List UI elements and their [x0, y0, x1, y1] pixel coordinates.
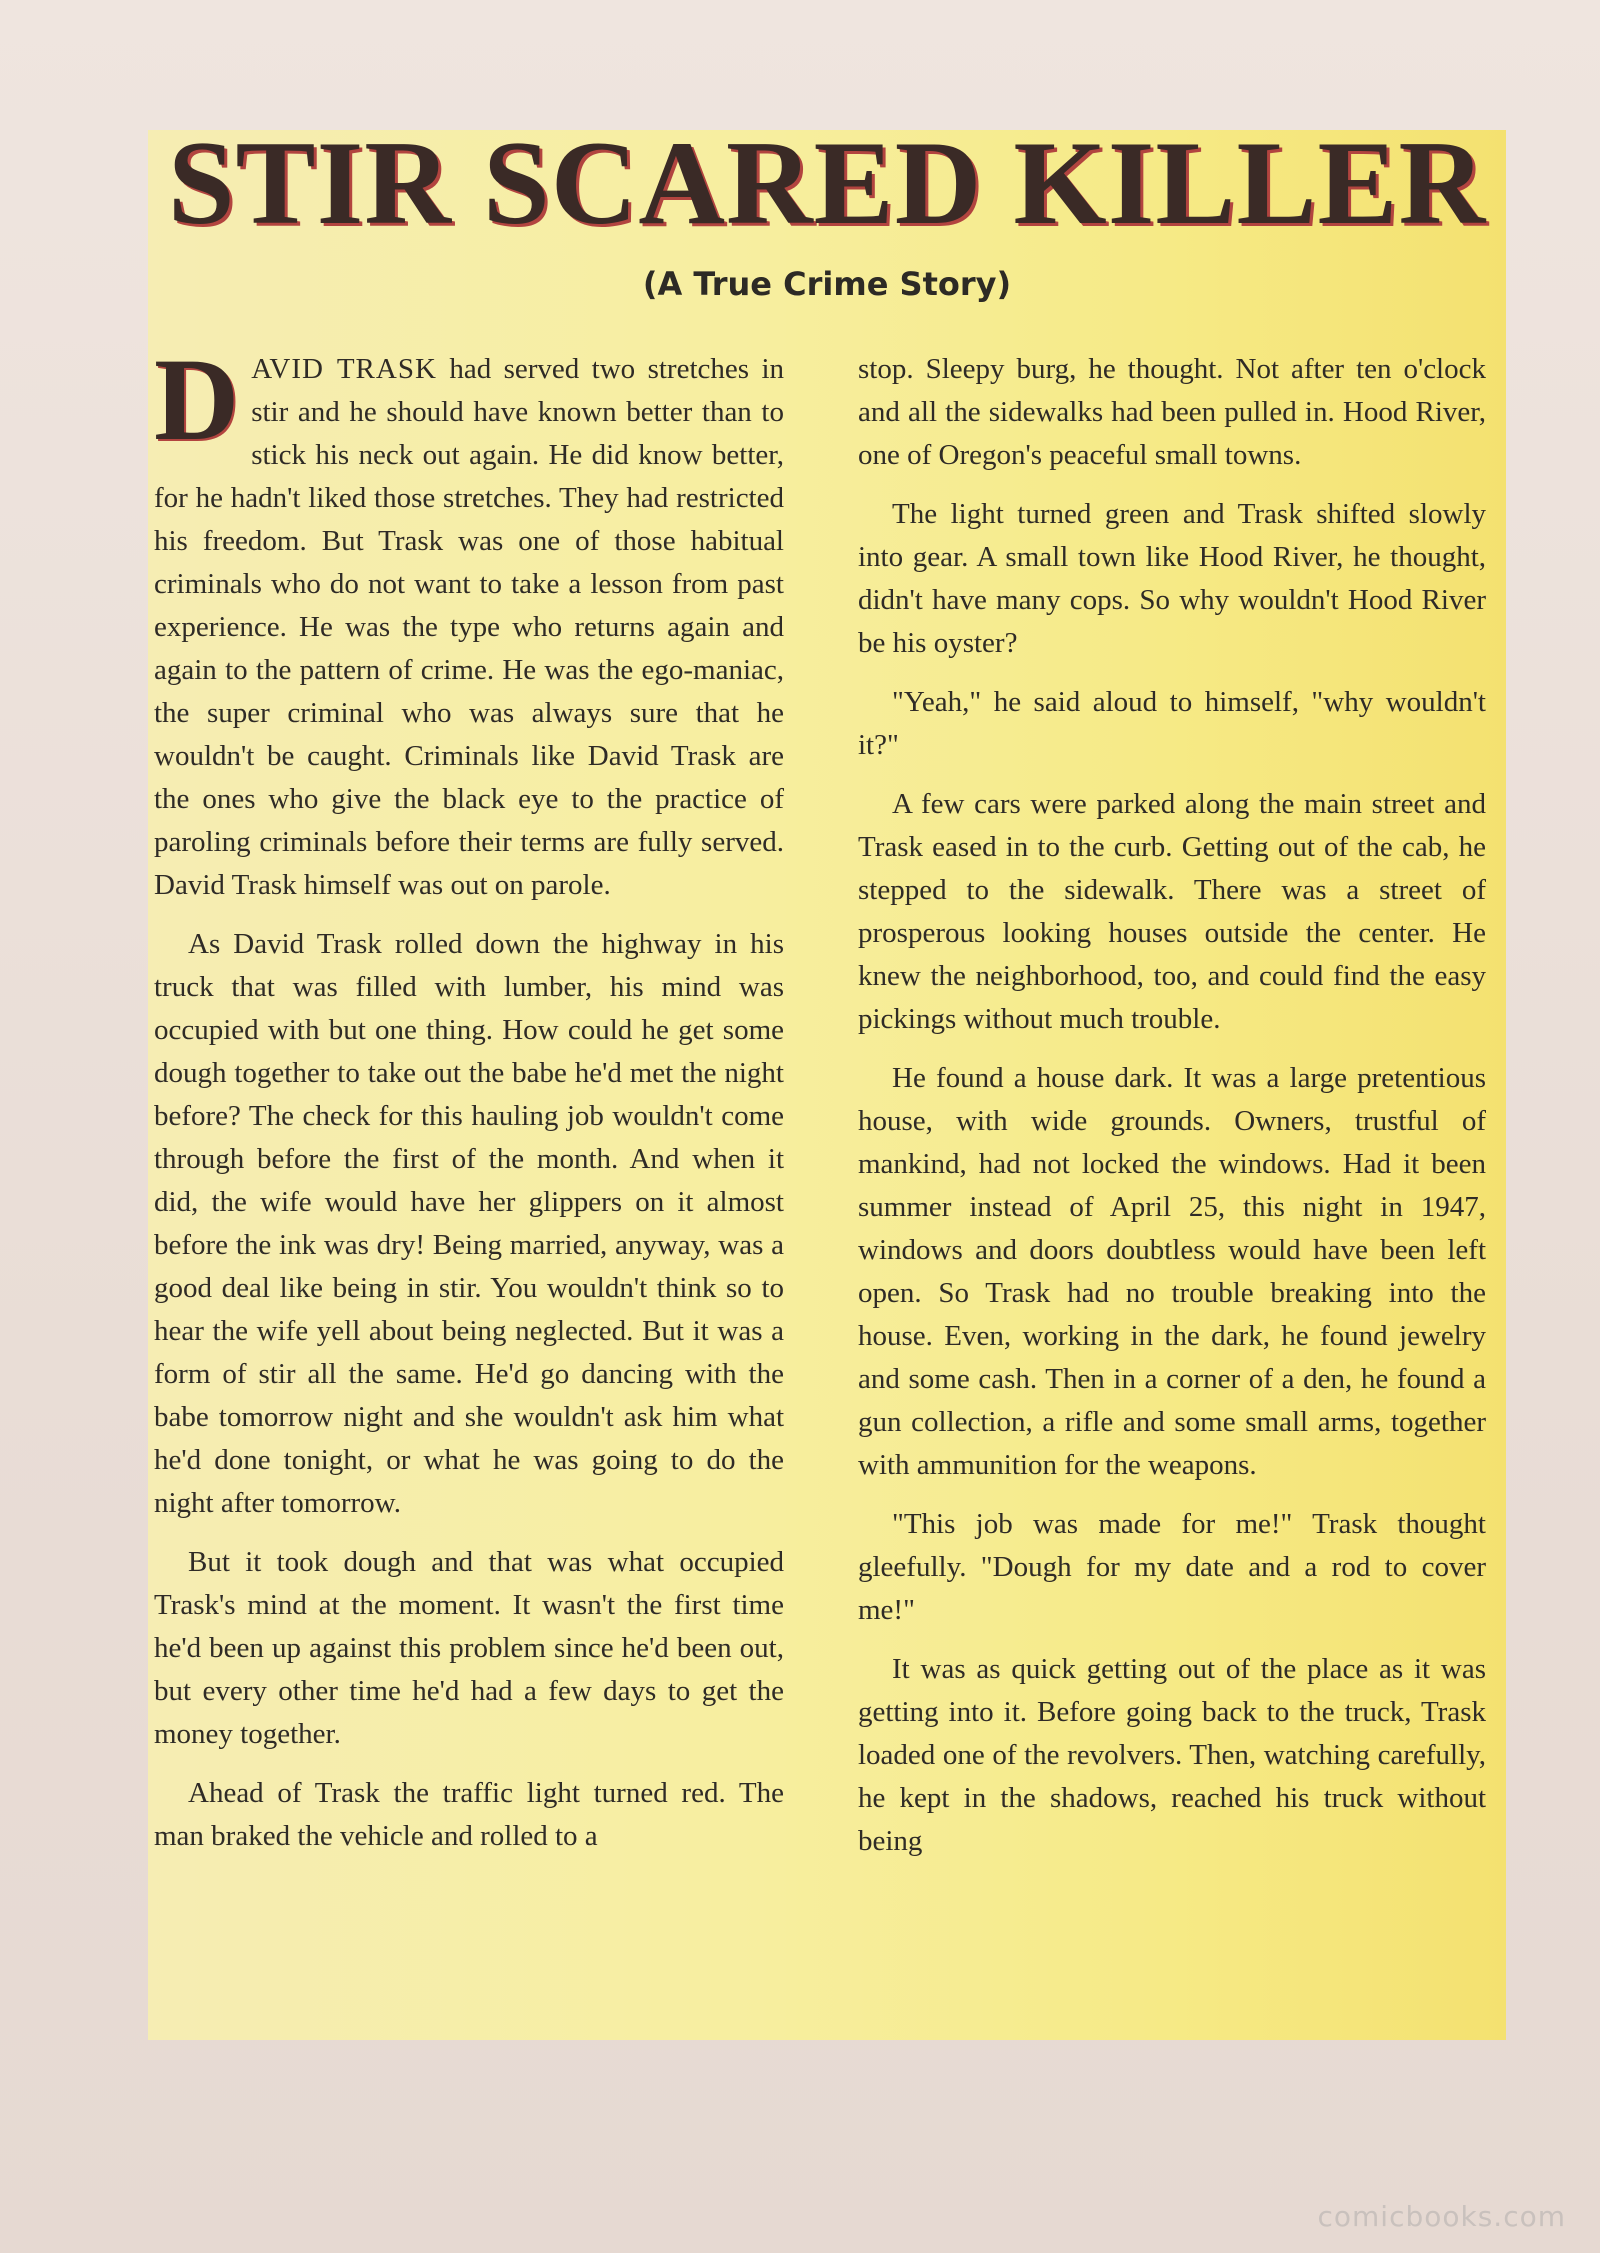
- paragraph-text: had served two stretches in stir and he should have known better than to stick his neck out again. He did know better, for he hadn't liked those stretches. They had restricted his freedom. But Trask was one of those habitual criminals who do not want to take a lesson from past experience. He was the type who returns again and again to the pattern of crime. He was the ego-maniac, the super criminal who was always sure that he wouldn't be caught. Criminals like David Trask are the ones who give the black eye to the practice of paroling criminals before their terms are fully served. David Trask himself was out on parole.: [154, 353, 784, 901]
- paragraph: [154, 348, 784, 907]
- paragraph: But it took dough and that was what occupied Trask's mind at the moment. It wasn't the first time he'd been up against this problem since he'd been out, but every other time he'd had a few days to get the money together.: [154, 1546, 784, 1750]
- left-column: [154, 348, 784, 2036]
- drop-cap: D: [154, 348, 240, 465]
- story-title: STIR SCARED KILLER: [167, 118, 1487, 248]
- paragraph: He found a house dark. It was a large pretentious house, with wide grounds. Owners, trustful of mankind, had not locked the windows. Had it been summer instead of April 25, this night in 1947, windows and doors doubtless would have been left open. So Trask had no trouble breaking into the house. Even, working in the dark, he found jewelry and some cash. Then in a corner of a den, he found a gun collection, a rifle and some small arms, together with ammunition for the weapons.: [858, 1062, 1486, 1481]
- paragraph: It was as quick getting out of the place as it was getting into it. Before going back to the truck, Trask loaded one of the revolvers. Then, watching carefully, he kept in the shadows, reached his truck without being: [858, 1653, 1486, 1857]
- paragraph: "This job was made for me!" Trask thought gleefully. "Dough for my date and a rod to cover me!": [858, 1508, 1486, 1626]
- lead-in: AVID TRASK: [251, 353, 437, 385]
- watermark: comicbooks.com: [1317, 2200, 1566, 2233]
- paragraph: A few cars were parked along the main street and Trask eased in to the curb. Getting out of the cab, he stepped to the sidewalk. There was a street of prosperous looking houses outside the center. He knew the neighborhood, too, and could find the easy pickings without much trouble.: [858, 788, 1486, 1035]
- paragraph: stop. Sleepy burg, he thought. Not after ten o'clock and all the sidewalks had been pulled in. Hood River, one of Oregon's peaceful small towns.: [858, 353, 1486, 471]
- story-subtitle: (A True Crime Story): [642, 265, 1012, 303]
- paragraph: Ahead of Trask the traffic light turned red. The man braked the vehicle and rolled to a: [154, 1777, 784, 1852]
- paragraph: As David Trask rolled down the highway in his truck that was filled with lumber, his mind was occupied with but one thing. How could he get some dough together to take out the babe he'd met the night before? The check for this hauling job wouldn't come through before the first of the month. And when it did, the wife would have her glippers on it almost before the ink was dry! Being married, anyway, was a good deal like being in stir. You wouldn't think so to hear the wife yell about being neglected. But it was a form of stir all the same. He'd go dancing with the babe tomorrow night and she wouldn't ask him what he'd done tonight, or what he was going to do the night after tomorrow.: [154, 928, 784, 1519]
- paragraph: The light turned green and Trask shifted slowly into gear. A small town like Hood River, he thought, didn't have many cops. So why wouldn't Hood River be his oyster?: [858, 498, 1486, 659]
- paragraph: "Yeah," he said aloud to himself, "why wouldn't it?": [858, 686, 1486, 761]
- right-column: [858, 348, 1486, 2036]
